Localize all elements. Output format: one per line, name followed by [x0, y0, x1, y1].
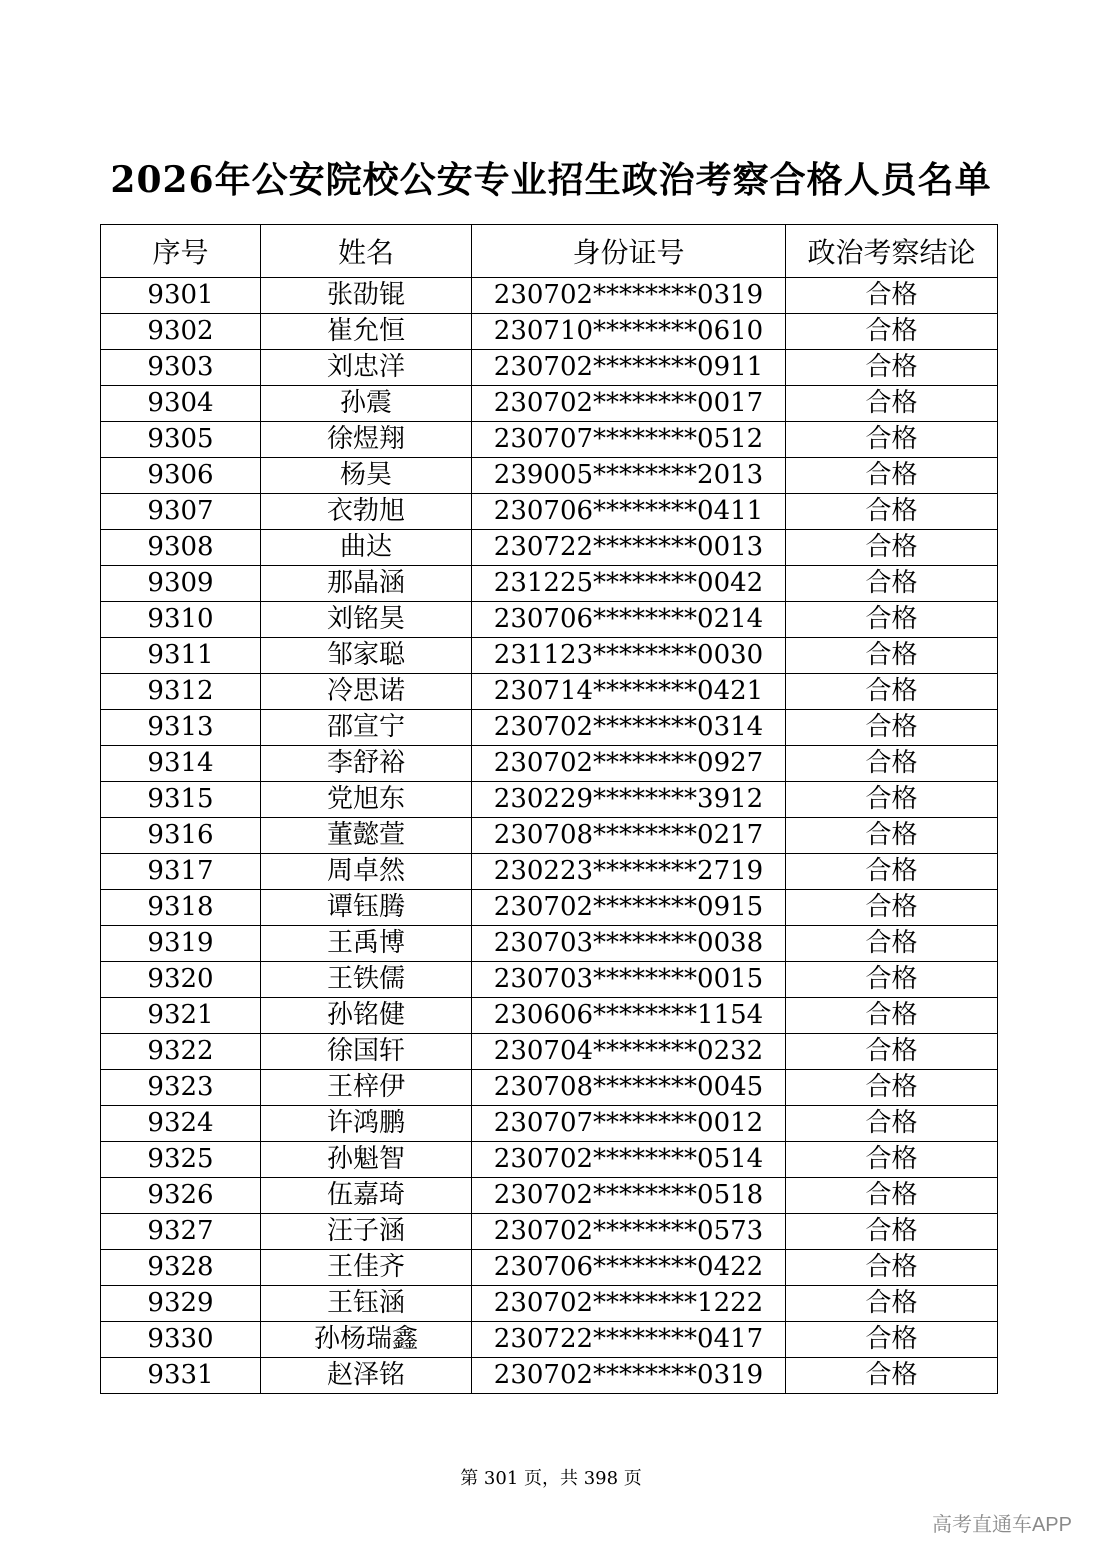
cell-conclusion: 合格 [786, 1286, 998, 1322]
table-row [101, 710, 998, 746]
cell-seq: 9325 [101, 1142, 261, 1178]
table-row [101, 926, 998, 962]
cell-id-number: 230606********1154 [472, 998, 786, 1034]
cell-conclusion: 合格 [786, 530, 998, 566]
roster-table [100, 224, 998, 1394]
cell-conclusion: 合格 [786, 1070, 998, 1106]
table-row [101, 998, 998, 1034]
cell-name: 曲达 [261, 530, 472, 566]
cell-id-number: 230707********0012 [472, 1106, 786, 1142]
cell-seq: 9318 [101, 890, 261, 926]
cell-id-number: 230706********0214 [472, 602, 786, 638]
cell-name: 张劭锟 [261, 278, 472, 314]
cell-id-number: 230706********0422 [472, 1250, 786, 1286]
table-row [101, 530, 998, 566]
table-row [101, 854, 998, 890]
table-row [101, 350, 998, 386]
cell-conclusion: 合格 [786, 278, 998, 314]
cell-name: 衣勃旭 [261, 494, 472, 530]
table-row [101, 818, 998, 854]
cell-seq: 9322 [101, 1034, 261, 1070]
cell-name: 王钰涵 [261, 1286, 472, 1322]
table-row [101, 782, 998, 818]
cell-conclusion: 合格 [786, 566, 998, 602]
cell-conclusion: 合格 [786, 602, 998, 638]
cell-seq: 9312 [101, 674, 261, 710]
cell-seq: 9321 [101, 998, 261, 1034]
cell-name: 党旭东 [261, 782, 472, 818]
cell-name: 杨昊 [261, 458, 472, 494]
cell-conclusion: 合格 [786, 458, 998, 494]
table-row [101, 674, 998, 710]
table-row [101, 494, 998, 530]
cell-conclusion: 合格 [786, 998, 998, 1034]
cell-id-number: 230722********0417 [472, 1322, 786, 1358]
table-row [101, 458, 998, 494]
cell-seq: 9306 [101, 458, 261, 494]
cell-conclusion: 合格 [786, 818, 998, 854]
cell-seq: 9315 [101, 782, 261, 818]
table-row [101, 566, 998, 602]
watermark-logo-text: 高考直通车APP [931, 1514, 1072, 1536]
cell-id-number: 230702********0514 [472, 1142, 786, 1178]
cell-name: 李舒裕 [261, 746, 472, 782]
cell-id-number: 231123********0030 [472, 638, 786, 674]
cell-id-number: 230702********1222 [472, 1286, 786, 1322]
table-body [101, 278, 998, 1394]
cell-seq: 9323 [101, 1070, 261, 1106]
cell-seq: 9301 [101, 278, 261, 314]
cell-name: 刘铭昊 [261, 602, 472, 638]
cell-conclusion: 合格 [786, 926, 998, 962]
cell-name: 那晶涵 [261, 566, 472, 602]
cell-name: 邹家聪 [261, 638, 472, 674]
cell-conclusion: 合格 [786, 890, 998, 926]
table-row [101, 278, 998, 314]
cell-conclusion: 合格 [786, 1178, 998, 1214]
cell-conclusion: 合格 [786, 494, 998, 530]
header-seq: 序号 [101, 225, 261, 278]
cell-seq: 9317 [101, 854, 261, 890]
table-row [101, 1178, 998, 1214]
cell-conclusion: 合格 [786, 1358, 998, 1394]
cell-name: 孙铭健 [261, 998, 472, 1034]
cell-seq: 9319 [101, 926, 261, 962]
cell-name: 徐煜翔 [261, 422, 472, 458]
cell-id-number: 230702********0915 [472, 890, 786, 926]
cell-name: 王铁儒 [261, 962, 472, 998]
cell-conclusion: 合格 [786, 314, 998, 350]
cell-name: 王梓伊 [261, 1070, 472, 1106]
cell-name: 孙杨瑞鑫 [261, 1322, 472, 1358]
cell-seq: 9314 [101, 746, 261, 782]
cell-seq: 9304 [101, 386, 261, 422]
cell-name: 汪子涵 [261, 1214, 472, 1250]
cell-id-number: 230714********0421 [472, 674, 786, 710]
header-name: 姓名 [261, 225, 472, 278]
cell-id-number: 230703********0038 [472, 926, 786, 962]
cell-seq: 9309 [101, 566, 261, 602]
cell-seq: 9310 [101, 602, 261, 638]
cell-conclusion: 合格 [786, 1142, 998, 1178]
table-row [101, 746, 998, 782]
cell-name: 王佳齐 [261, 1250, 472, 1286]
cell-name: 徐国轩 [261, 1034, 472, 1070]
cell-id-number: 230707********0512 [472, 422, 786, 458]
table-row [101, 890, 998, 926]
table-row [101, 1322, 998, 1358]
cell-seq: 9311 [101, 638, 261, 674]
cell-name: 邵宣宁 [261, 710, 472, 746]
cell-seq: 9320 [101, 962, 261, 998]
cell-seq: 9303 [101, 350, 261, 386]
cell-name: 孙震 [261, 386, 472, 422]
page-number: 第 301 页，共 398 页 [460, 1468, 642, 1489]
cell-name: 孙魁智 [261, 1142, 472, 1178]
cell-id-number: 230708********0045 [472, 1070, 786, 1106]
cell-conclusion: 合格 [786, 710, 998, 746]
cell-name: 刘忠洋 [261, 350, 472, 386]
table-row [101, 1106, 998, 1142]
cell-name: 冷思诺 [261, 674, 472, 710]
table-row [101, 314, 998, 350]
table-row [101, 1286, 998, 1322]
table-row [101, 962, 998, 998]
cell-conclusion: 合格 [786, 746, 998, 782]
cell-conclusion: 合格 [786, 1106, 998, 1142]
cell-id-number: 230702********0518 [472, 1178, 786, 1214]
cell-id-number: 230708********0217 [472, 818, 786, 854]
cell-conclusion: 合格 [786, 782, 998, 818]
cell-seq: 9324 [101, 1106, 261, 1142]
cell-name: 许鸿鹏 [261, 1106, 472, 1142]
table-row [101, 1250, 998, 1286]
table-row [101, 1070, 998, 1106]
cell-seq: 9328 [101, 1250, 261, 1286]
cell-id-number: 231225********0042 [472, 566, 786, 602]
document-title: 2026年公安院校公安专业招生政治考察合格人员名单 [110, 159, 992, 201]
cell-seq: 9308 [101, 530, 261, 566]
table-header-row [101, 225, 998, 278]
table-row [101, 386, 998, 422]
cell-conclusion: 合格 [786, 674, 998, 710]
cell-conclusion: 合格 [786, 962, 998, 998]
cell-id-number: 230702********0927 [472, 746, 786, 782]
cell-name: 伍嘉琦 [261, 1178, 472, 1214]
cell-conclusion: 合格 [786, 386, 998, 422]
cell-seq: 9327 [101, 1214, 261, 1250]
cell-name: 谭钰腾 [261, 890, 472, 926]
cell-seq: 9326 [101, 1178, 261, 1214]
cell-name: 周卓然 [261, 854, 472, 890]
cell-id-number: 230706********0411 [472, 494, 786, 530]
table-row [101, 1034, 998, 1070]
cell-conclusion: 合格 [786, 854, 998, 890]
cell-seq: 9316 [101, 818, 261, 854]
cell-id-number: 230703********0015 [472, 962, 786, 998]
table-row [101, 422, 998, 458]
cell-name: 崔允恒 [261, 314, 472, 350]
table-row [101, 1214, 998, 1250]
cell-name: 赵泽铭 [261, 1358, 472, 1394]
cell-id-number: 230710********0610 [472, 314, 786, 350]
cell-id-number: 230722********0013 [472, 530, 786, 566]
table-row [101, 602, 998, 638]
cell-conclusion: 合格 [786, 1214, 998, 1250]
cell-id-number: 230229********3912 [472, 782, 786, 818]
table-row [101, 638, 998, 674]
cell-seq: 9330 [101, 1322, 261, 1358]
table-row [101, 1358, 998, 1394]
cell-conclusion: 合格 [786, 422, 998, 458]
cell-conclusion: 合格 [786, 1322, 998, 1358]
cell-seq: 9329 [101, 1286, 261, 1322]
cell-seq: 9302 [101, 314, 261, 350]
cell-seq: 9331 [101, 1358, 261, 1394]
cell-id-number: 239005********2013 [472, 458, 786, 494]
cell-id-number: 230704********0232 [472, 1034, 786, 1070]
cell-id-number: 230702********0314 [472, 710, 786, 746]
cell-id-number: 230702********0319 [472, 1358, 786, 1394]
cell-seq: 9305 [101, 422, 261, 458]
cell-id-number: 230702********0017 [472, 386, 786, 422]
table-row [101, 1142, 998, 1178]
header-id-number: 身份证号 [472, 225, 786, 278]
cell-id-number: 230702********0911 [472, 350, 786, 386]
cell-conclusion: 合格 [786, 350, 998, 386]
cell-conclusion: 合格 [786, 1034, 998, 1070]
header-conclusion: 政治考察结论 [786, 225, 998, 278]
cell-seq: 9313 [101, 710, 261, 746]
cell-conclusion: 合格 [786, 1250, 998, 1286]
cell-name: 董懿萱 [261, 818, 472, 854]
cell-name: 王禹博 [261, 926, 472, 962]
cell-id-number: 230223********2719 [472, 854, 786, 890]
cell-id-number: 230702********0319 [472, 278, 786, 314]
cell-conclusion: 合格 [786, 638, 998, 674]
cell-id-number: 230702********0573 [472, 1214, 786, 1250]
cell-seq: 9307 [101, 494, 261, 530]
